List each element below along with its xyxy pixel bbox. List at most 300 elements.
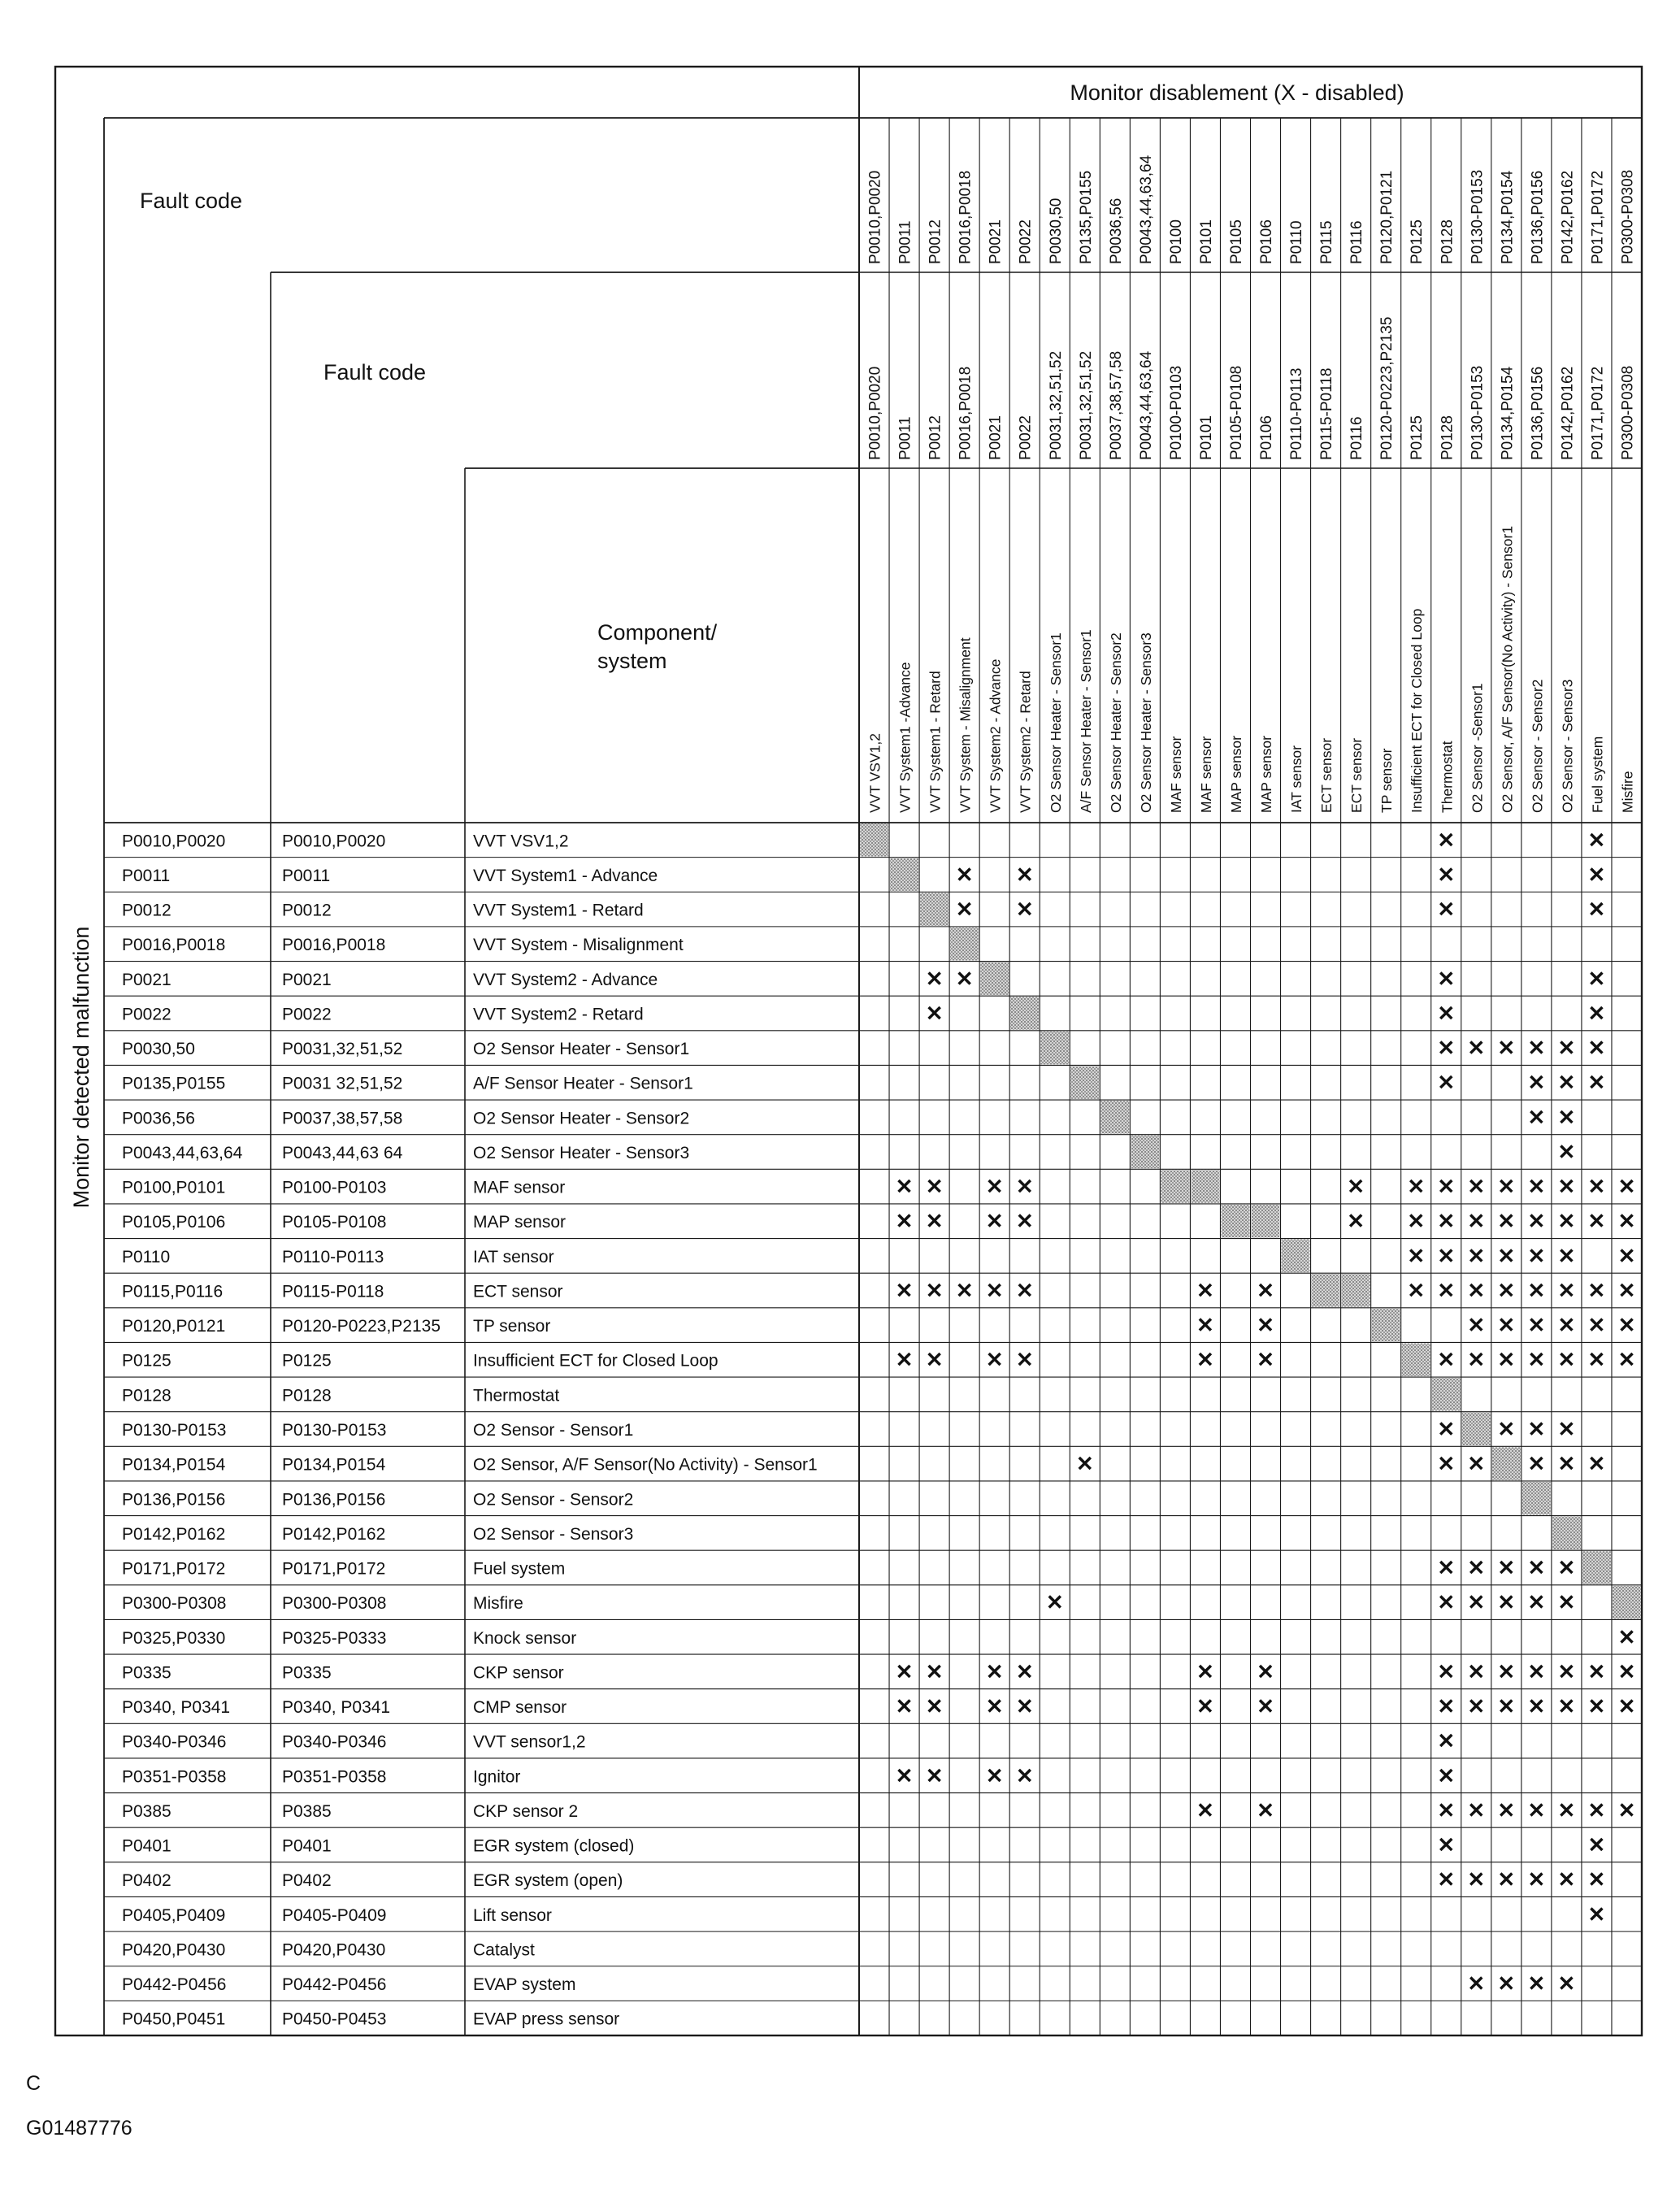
shaded-cell: [1432, 1378, 1461, 1411]
disabled-x-mark: ✕: [1437, 897, 1456, 922]
disabled-x-mark: ✕: [1467, 1347, 1486, 1372]
row-component: VVT System2 - Retard: [473, 1005, 644, 1024]
disabled-x-mark: ✕: [925, 1694, 944, 1719]
column-code-secondary: P0125: [1409, 415, 1426, 460]
disabled-x-mark: ✕: [1467, 1243, 1486, 1268]
row-component: VVT System1 - Advance: [473, 866, 658, 885]
disabled-x-mark: ✕: [1557, 1036, 1576, 1061]
disabled-x-mark: ✕: [1467, 1555, 1486, 1580]
column-code-secondary: P0105-P0108: [1227, 365, 1245, 460]
column-code-secondary: P0011: [896, 416, 914, 460]
row-code-secondary: P0016,P0018: [282, 936, 386, 955]
disabled-x-mark: ✕: [1587, 1694, 1606, 1719]
shaded-cell: [1100, 1101, 1129, 1134]
disabled-x-mark: ✕: [1437, 1070, 1456, 1095]
row-code-secondary: P0335: [282, 1663, 332, 1683]
column-code-secondary: P0022: [1017, 415, 1035, 460]
disabled-x-mark: ✕: [1587, 897, 1606, 922]
row-code-primary: P0130-P0153: [122, 1421, 227, 1440]
disabled-x-mark: ✕: [1527, 1451, 1546, 1476]
column-component-name: A/F Sensor Heater - Sensor1: [1077, 629, 1094, 813]
disabled-x-mark: ✕: [1407, 1209, 1426, 1234]
column-component-name: VVT System - Misalignment: [957, 637, 974, 813]
row-component: IAT sensor: [473, 1247, 554, 1266]
disabled-x-mark: ✕: [1527, 1174, 1546, 1199]
column-code-primary: P0012: [927, 219, 944, 264]
row-code-primary: P0300-P0308: [122, 1594, 227, 1614]
column-code-primary: P0125: [1409, 219, 1426, 264]
disabled-x-mark: ✕: [1196, 1347, 1214, 1372]
column-code-secondary: P0021: [987, 415, 1005, 460]
row-code-primary: P0385: [122, 1801, 171, 1821]
column-component-name: MAP sensor: [1227, 736, 1244, 813]
row-component: EVAP press sensor: [473, 2009, 620, 2029]
row-code-secondary: P0171,P0172: [282, 1559, 386, 1579]
disabled-x-mark: ✕: [1467, 1174, 1486, 1199]
row-code-primary: P0340-P0346: [122, 1732, 227, 1752]
disabled-x-mark: ✕: [1015, 1763, 1034, 1788]
disabled-x-mark: ✕: [1467, 1036, 1486, 1061]
row-code-secondary: P0031,32,51,52: [282, 1040, 403, 1059]
column-component-name: VVT System2 - Advance: [987, 658, 1004, 813]
fault-code-label-1: Fault code: [140, 189, 243, 213]
disabled-x-mark: ✕: [985, 1659, 1004, 1684]
disabled-x-mark: ✕: [1557, 1417, 1576, 1441]
disabled-x-mark: ✕: [1527, 1867, 1546, 1892]
disabled-x-mark: ✕: [1527, 1555, 1546, 1580]
disabled-x-mark: ✕: [1557, 1209, 1576, 1234]
column-code-primary: P0021: [987, 219, 1005, 264]
column-component-name: O2 Sensor - Sensor3: [1559, 679, 1576, 813]
disabled-x-mark: ✕: [1196, 1278, 1214, 1303]
disabled-x-mark: ✕: [1497, 1971, 1516, 1996]
row-code-secondary: P0300-P0308: [282, 1594, 387, 1614]
row-component: O2 Sensor - Sensor3: [473, 1524, 634, 1544]
column-code-primary: P0128: [1439, 219, 1456, 264]
row-code-primary: P0135,P0155: [122, 1074, 226, 1093]
row-code-primary: P0011: [122, 866, 171, 885]
disabled-x-mark: ✕: [1497, 1174, 1516, 1199]
column-component-name: ECT sensor: [1318, 737, 1335, 813]
column-component-name: O2 Sensor -Sensor1: [1469, 683, 1486, 813]
row-component: O2 Sensor Heater - Sensor1: [473, 1040, 690, 1059]
disabled-x-mark: ✕: [1467, 1797, 1486, 1823]
row-component: VVT System1 - Retard: [473, 901, 644, 920]
disabled-x-mark: ✕: [895, 1763, 914, 1788]
shaded-cell: [1040, 1032, 1069, 1065]
disabled-x-mark: ✕: [1587, 862, 1606, 887]
row-code-secondary: P0110-P0113: [282, 1247, 384, 1266]
column-code-primary: P0100: [1167, 219, 1185, 264]
disabled-x-mark: ✕: [1437, 1832, 1456, 1857]
row-code-secondary: P0134,P0154: [282, 1455, 386, 1475]
component-label-line1: Component/: [597, 620, 718, 645]
disabled-x-mark: ✕: [1015, 1347, 1034, 1372]
row-code-secondary: P0142,P0162: [282, 1524, 386, 1544]
row-component: Lift sensor: [473, 1905, 552, 1925]
row-component: O2 Sensor, A/F Sensor(No Activity) - Sensor1: [473, 1455, 818, 1475]
disabled-x-mark: ✕: [925, 1209, 944, 1234]
disabled-x-mark: ✕: [1437, 1174, 1456, 1199]
disabled-x-mark: ✕: [1467, 1209, 1486, 1234]
column-code-primary: P0136,P0156: [1529, 170, 1547, 264]
disabled-x-mark: ✕: [1617, 1174, 1636, 1199]
row-code-primary: P0351-P0358: [122, 1767, 227, 1787]
disabled-x-mark: ✕: [1015, 897, 1034, 922]
disabled-x-mark: ✕: [1497, 1036, 1516, 1061]
disabled-x-mark: ✕: [1557, 1971, 1576, 1996]
row-code-secondary: P0340-P0346: [282, 1732, 387, 1752]
disabled-x-mark: ✕: [1437, 1243, 1456, 1268]
disabled-x-mark: ✕: [1587, 1036, 1606, 1061]
shaded-cell: [980, 962, 1009, 996]
figure-id: G01487776: [26, 2117, 132, 2140]
disabled-x-mark: ✕: [1617, 1347, 1636, 1372]
column-code-primary: P0130-P0153: [1469, 169, 1487, 264]
column-code-secondary: P0128: [1439, 415, 1456, 460]
column-component-name: O2 Sensor Heater - Sensor1: [1047, 632, 1064, 813]
column-component-name: MAP sensor: [1258, 736, 1275, 813]
column-code-primary: P0134,P0154: [1499, 170, 1517, 264]
row-code-secondary: P0105-P0108: [282, 1213, 387, 1232]
row-component: VVT sensor1,2: [473, 1732, 586, 1752]
disabled-x-mark: ✕: [1497, 1209, 1516, 1234]
disabled-x-mark: ✕: [1407, 1174, 1426, 1199]
row-code-secondary: P0100-P0103: [282, 1178, 387, 1197]
column-code-primary: P0043,44,63,64: [1137, 154, 1155, 264]
disabled-x-mark: ✕: [1437, 1036, 1456, 1061]
column-code-primary: P0120,P0121: [1378, 170, 1396, 264]
column-component-name: VVT VSV1,2: [866, 733, 883, 813]
column-component-name: VVT System1 -Advance: [896, 662, 914, 813]
disabled-x-mark: ✕: [1527, 1971, 1546, 1996]
disabled-x-mark: ✕: [1557, 1243, 1576, 1268]
row-component: Knock sensor: [473, 1628, 577, 1648]
row-code-primary: P0136,P0156: [122, 1490, 226, 1510]
column-code-secondary: P0010,P0020: [866, 366, 884, 460]
row-code-primary: P0402: [122, 1871, 171, 1891]
row-component: O2 Sensor - Sensor1: [473, 1421, 634, 1440]
disabled-x-mark: ✕: [925, 1001, 944, 1026]
disabled-x-mark: ✕: [1527, 1036, 1546, 1061]
shaded-cell: [1191, 1170, 1219, 1203]
row-code-primary: P0110: [122, 1247, 171, 1266]
disabled-x-mark: ✕: [1557, 1070, 1576, 1095]
row-code-secondary: P0128: [282, 1386, 332, 1405]
figure-letter: C: [26, 2072, 41, 2095]
disabled-x-mark: ✕: [1527, 1313, 1546, 1338]
row-code-secondary: P0012: [282, 901, 332, 920]
row-component: ECT sensor: [473, 1282, 563, 1301]
row-component: Fuel system: [473, 1559, 566, 1579]
disabled-x-mark: ✕: [985, 1209, 1004, 1234]
column-code-secondary: P0120-P0223,P2135: [1378, 316, 1396, 460]
column-code-secondary: P0106: [1258, 415, 1276, 460]
disabled-x-mark: ✕: [985, 1694, 1004, 1719]
row-code-secondary: P0021: [282, 970, 332, 989]
row-component: A/F Sensor Heater - Sensor1: [473, 1074, 693, 1093]
column-code-primary: P0010,P0020: [866, 170, 884, 264]
disabled-x-mark: ✕: [955, 1278, 974, 1303]
shaded-cell: [1342, 1274, 1370, 1307]
disabled-x-mark: ✕: [1015, 1174, 1034, 1199]
shaded-cell: [1221, 1205, 1249, 1238]
row-code-primary: P0016,P0018: [122, 936, 226, 955]
row-code-primary: P0335: [122, 1663, 171, 1683]
row-code-secondary: P0420,P0430: [282, 1940, 386, 1960]
row-component: O2 Sensor Heater - Sensor3: [473, 1143, 690, 1162]
disabled-x-mark: ✕: [1587, 1451, 1606, 1476]
fault-code-label-2: Fault code: [323, 360, 427, 384]
column-code-primary: P0036,56: [1107, 198, 1125, 264]
column-code-secondary: P0110-P0113: [1288, 367, 1306, 460]
disabled-x-mark: ✕: [1527, 1347, 1546, 1372]
shaded-cell: [1131, 1136, 1159, 1169]
disabled-x-mark: ✕: [1257, 1347, 1274, 1372]
row-code-primary: P0043,44,63,64: [122, 1143, 243, 1162]
shaded-cell: [1492, 1447, 1521, 1480]
disabled-x-mark: ✕: [1467, 1659, 1486, 1684]
row-component: CKP sensor: [473, 1663, 564, 1683]
disabled-x-mark: ✕: [1497, 1278, 1516, 1303]
column-code-primary: P0300-P0308: [1619, 169, 1637, 264]
column-code-secondary: P0043,44,63,64: [1137, 350, 1155, 460]
disabled-x-mark: ✕: [1497, 1555, 1516, 1580]
disabled-x-mark: ✕: [1557, 1694, 1576, 1719]
disabled-x-mark: ✕: [1407, 1243, 1426, 1268]
row-code-primary: P0171,P0172: [122, 1559, 226, 1579]
row-code-primary: P0125: [122, 1351, 171, 1371]
column-code-secondary: P0016,P0018: [957, 366, 975, 460]
disabled-x-mark: ✕: [1557, 1867, 1576, 1892]
disabled-x-mark: ✕: [1196, 1659, 1214, 1684]
component-label-line2: system: [597, 649, 667, 673]
disabled-x-mark: ✕: [1557, 1451, 1576, 1476]
disabled-x-mark: ✕: [1557, 1174, 1576, 1199]
shaded-cell: [1252, 1205, 1280, 1238]
disabled-x-mark: ✕: [1467, 1971, 1486, 1996]
row-component: O2 Sensor Heater - Sensor2: [473, 1109, 690, 1128]
row-code-secondary: P0120-P0223,P2135: [282, 1317, 441, 1336]
disabled-x-mark: ✕: [1587, 1901, 1606, 1927]
disabled-x-mark: ✕: [1347, 1209, 1365, 1234]
row-code-secondary: P0450-P0453: [282, 2009, 387, 2029]
shaded-cell: [1312, 1274, 1340, 1307]
row-code-primary: P0120,P0121: [122, 1317, 226, 1336]
row-component: Thermostat: [473, 1386, 560, 1405]
disabled-x-mark: ✕: [955, 862, 974, 887]
shaded-cell: [1372, 1309, 1400, 1342]
row-component: VVT System - Misalignment: [473, 936, 684, 955]
disabled-x-mark: ✕: [1437, 1417, 1456, 1441]
column-component-name: Insufficient ECT for Closed Loop: [1409, 608, 1426, 813]
row-code-secondary: P0325-P0333: [282, 1628, 387, 1648]
column-code-secondary: P0012: [927, 415, 944, 460]
disabled-x-mark: ✕: [1075, 1451, 1094, 1476]
disabled-x-mark: ✕: [1587, 1313, 1606, 1338]
disabled-x-mark: ✕: [1257, 1694, 1274, 1719]
disabled-x-mark: ✕: [895, 1278, 914, 1303]
column-component-name: TP sensor: [1378, 748, 1396, 813]
row-code-primary: P0340, P0341: [122, 1698, 231, 1718]
disabled-x-mark: ✕: [1617, 1624, 1636, 1649]
column-component-name: IAT sensor: [1288, 745, 1305, 813]
disabled-x-mark: ✕: [1557, 1659, 1576, 1684]
shaded-cell: [920, 893, 949, 926]
disabled-x-mark: ✕: [1527, 1278, 1546, 1303]
row-code-primary: P0420,P0430: [122, 1940, 226, 1960]
column-code-primary: P0116: [1348, 220, 1366, 264]
row-code-primary: P0021: [122, 970, 171, 989]
disabled-x-mark: ✕: [955, 966, 974, 991]
disabled-x-mark: ✕: [1015, 862, 1034, 887]
row-component: CMP sensor: [473, 1698, 567, 1718]
column-code-primary: P0030,50: [1047, 198, 1065, 264]
column-code-secondary: P0037,38,57,58: [1107, 350, 1125, 460]
row-code-primary: P0405,P0409: [122, 1905, 226, 1925]
row-code-primary: P0128: [122, 1386, 171, 1405]
row-code-secondary: P0136,P0156: [282, 1490, 386, 1510]
disabled-x-mark: ✕: [1437, 966, 1456, 991]
row-component: CKP sensor 2: [473, 1801, 579, 1821]
row-code-primary: P0401: [122, 1836, 171, 1856]
disabled-x-mark: ✕: [1437, 1694, 1456, 1719]
disabled-x-mark: ✕: [1587, 1867, 1606, 1892]
disabled-x-mark: ✕: [1617, 1243, 1636, 1268]
column-code-secondary: P0031,32,51,52: [1077, 350, 1095, 460]
column-code-secondary: P0100-P0103: [1167, 365, 1185, 460]
disabled-x-mark: ✕: [1497, 1313, 1516, 1338]
disabled-x-mark: ✕: [1557, 1313, 1576, 1338]
row-component: Insufficient ECT for Closed Loop: [473, 1351, 718, 1371]
shaded-cell: [1613, 1586, 1641, 1619]
disabled-x-mark: ✕: [1437, 1659, 1456, 1684]
disabled-x-mark: ✕: [1527, 1590, 1546, 1615]
row-code-primary: P0325,P0330: [122, 1628, 226, 1648]
row-code-secondary: P0442-P0456: [282, 1975, 387, 1995]
column-code-primary: P0135,P0155: [1077, 170, 1095, 264]
disabled-x-mark: ✕: [1497, 1590, 1516, 1615]
column-code-primary: P0105: [1227, 219, 1245, 264]
column-code-secondary: P0171,P0172: [1589, 366, 1607, 460]
side-label: Monitor detected malfunction: [69, 926, 93, 1209]
disabled-x-mark: ✕: [1437, 828, 1456, 853]
disabled-x-mark: ✕: [1587, 828, 1606, 853]
row-code-secondary: P0351-P0358: [282, 1767, 387, 1787]
row-code-secondary: P0130-P0153: [282, 1421, 387, 1440]
shaded-cell: [860, 823, 888, 857]
row-code-secondary: P0402: [282, 1871, 332, 1891]
disabled-x-mark: ✕: [1587, 1278, 1606, 1303]
column-component-name: Fuel system: [1589, 736, 1606, 813]
shaded-cell: [1161, 1170, 1189, 1203]
column-code-primary: P0171,P0172: [1589, 170, 1607, 264]
disabled-x-mark: ✕: [1587, 1832, 1606, 1857]
disabled-x-mark: ✕: [985, 1278, 1004, 1303]
column-code-primary: P0101: [1197, 219, 1215, 264]
row-code-secondary: P0011: [282, 866, 331, 885]
row-code-secondary: P0340, P0341: [282, 1698, 391, 1718]
disabled-x-mark: ✕: [1015, 1694, 1034, 1719]
row-component: TP sensor: [473, 1317, 551, 1336]
disabled-x-mark: ✕: [985, 1174, 1004, 1199]
disabled-x-mark: ✕: [985, 1347, 1004, 1372]
disabled-x-mark: ✕: [1497, 1243, 1516, 1268]
disabled-x-mark: ✕: [1527, 1209, 1546, 1234]
row-code-primary: P0010,P0020: [122, 832, 226, 851]
disabled-x-mark: ✕: [1527, 1070, 1546, 1095]
column-code-secondary: P0142,P0162: [1559, 366, 1577, 460]
column-component-name: MAF sensor: [1197, 736, 1214, 813]
disabled-x-mark: ✕: [895, 1174, 914, 1199]
disabled-x-mark: ✕: [1587, 1659, 1606, 1684]
disabled-x-mark: ✕: [985, 1763, 1004, 1788]
row-code-primary: P0036,56: [122, 1109, 195, 1128]
row-component: MAF sensor: [473, 1178, 566, 1197]
disabled-x-mark: ✕: [1617, 1209, 1636, 1234]
column-code-secondary: P0101: [1197, 415, 1215, 460]
shaded-cell: [950, 928, 979, 961]
disabled-x-mark: ✕: [1437, 862, 1456, 887]
column-code-primary: P0142,P0162: [1559, 170, 1577, 264]
disabled-x-mark: ✕: [1497, 1659, 1516, 1684]
column-code-secondary: P0134,P0154: [1499, 366, 1517, 460]
column-code-secondary: P0115-P0118: [1318, 367, 1336, 460]
row-code-primary: P0134,P0154: [122, 1455, 226, 1475]
disabled-x-mark: ✕: [1257, 1659, 1274, 1684]
disabled-x-mark: ✕: [925, 1659, 944, 1684]
disabled-x-mark: ✕: [1557, 1347, 1576, 1372]
disabled-x-mark: ✕: [1347, 1174, 1365, 1199]
column-component-name: O2 Sensor - Sensor2: [1529, 679, 1546, 813]
disabled-x-mark: ✕: [1437, 1278, 1456, 1303]
shaded-cell: [1402, 1343, 1430, 1376]
disabled-x-mark: ✕: [1557, 1590, 1576, 1615]
disabled-x-mark: ✕: [1587, 1070, 1606, 1095]
column-code-secondary: P0116: [1348, 416, 1366, 460]
column-code-primary: P0110: [1288, 220, 1306, 264]
disabled-x-mark: ✕: [1467, 1451, 1486, 1476]
disabled-x-mark: ✕: [1587, 966, 1606, 991]
row-component: Ignitor: [473, 1767, 521, 1787]
row-code-primary: P0012: [122, 901, 171, 920]
disabled-x-mark: ✕: [1437, 1001, 1456, 1026]
row-code-primary: P0115,P0116: [122, 1282, 224, 1301]
row-component: VVT VSV1,2: [473, 832, 569, 851]
disabled-x-mark: ✕: [1527, 1659, 1546, 1684]
row-code-secondary: P0125: [282, 1351, 332, 1371]
disabled-x-mark: ✕: [1467, 1313, 1486, 1338]
column-component-name: O2 Sensor Heater - Sensor2: [1107, 632, 1124, 813]
disabled-x-mark: ✕: [1587, 1001, 1606, 1026]
column-component-name: MAF sensor: [1167, 736, 1184, 813]
row-component: EGR system (open): [473, 1871, 623, 1891]
column-component-name: Thermostat: [1439, 741, 1456, 813]
disabled-x-mark: ✕: [1196, 1694, 1214, 1719]
row-code-secondary: P0022: [282, 1005, 332, 1024]
disabled-x-mark: ✕: [1587, 1174, 1606, 1199]
row-component: EVAP system: [473, 1975, 576, 1995]
disabled-x-mark: ✕: [1617, 1797, 1636, 1823]
disabled-x-mark: ✕: [1587, 1797, 1606, 1823]
disabled-x-mark: ✕: [1557, 1555, 1576, 1580]
shaded-cell: [1282, 1240, 1310, 1273]
row-code-secondary: P0031 32,51,52: [282, 1074, 403, 1093]
row-component: EGR system (closed): [473, 1836, 635, 1856]
disabled-x-mark: ✕: [1015, 1659, 1034, 1684]
column-code-primary: P0022: [1017, 219, 1035, 264]
disabled-x-mark: ✕: [1045, 1590, 1064, 1615]
